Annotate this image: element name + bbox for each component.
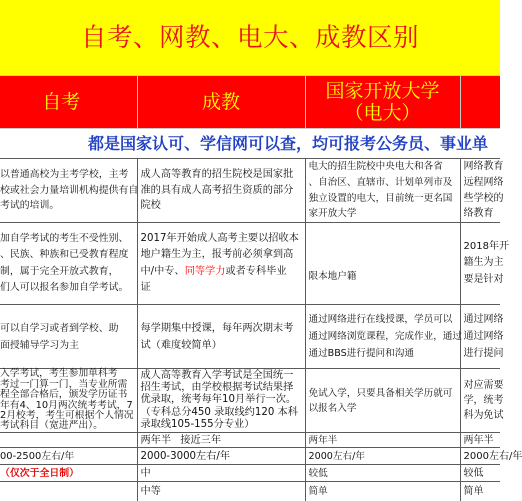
cell-text-line: 入学考试，考生参加单科考 — [0, 368, 118, 380]
table-cell — [460, 159, 504, 223]
cell-text-line: 络教育 — [463, 208, 494, 220]
cell-text-line: 籍生为主 — [463, 257, 504, 269]
cell-text-line: 2000左右/年 — [308, 450, 365, 462]
cell-text-line: 两年半 接近三年 — [140, 434, 222, 446]
text-segment: 或者专科毕业 — [225, 265, 287, 277]
cell-text-line: 考试的培训。 — [0, 200, 60, 212]
cell-text-line: 2017年开始成人高考主要以招收本 — [140, 232, 299, 244]
cell-text-line: 制，属于完全开放式教育， — [0, 265, 119, 277]
table-body — [0, 76, 522, 501]
text-segment: 中/中专、 — [140, 265, 185, 277]
cell-text-line: 较低 — [463, 467, 484, 479]
cell-text-line: 证 — [140, 281, 151, 293]
cell-text-line: 年有4、10月两次统考考试，7 — [0, 399, 133, 411]
cell-text-line: 对应需要 — [463, 380, 504, 391]
cell-text-line: 简单 — [308, 485, 328, 497]
table-cell — [305, 482, 460, 501]
cell-text-line: 较低 — [308, 467, 328, 479]
cell-text-line: 两年半 — [308, 434, 338, 446]
cell-text-line: 试（难度较简单） — [140, 339, 222, 351]
cell-text-line: 院校 — [140, 200, 161, 212]
table-row — [0, 223, 500, 305]
cell-text-line: 00-2500左右/年 — [0, 450, 75, 462]
header-self-study — [0, 76, 137, 129]
table-row — [0, 305, 500, 369]
cell-text-line: 远程网络 — [463, 176, 504, 188]
table-cell — [0, 159, 137, 223]
table-row — [0, 465, 500, 482]
cell-text-line: 成人高等教育的招生院校是国家批 — [140, 169, 294, 181]
table-cell — [305, 159, 460, 223]
table-cell — [137, 482, 305, 501]
cell-text-line: 通过网络进行在线授课，学员可以 — [308, 314, 453, 325]
cell-text-line: 考试科目（宽进严出）。 — [0, 420, 103, 432]
table-cell — [137, 369, 305, 433]
table-cell — [0, 448, 137, 465]
table-cell — [305, 465, 460, 482]
cell-text-line: 们人可以报名参加自学考试。 — [0, 281, 129, 293]
cell-text-line: 每学期集中授课，每年两次期末考 — [140, 322, 294, 334]
header-adult-education — [137, 76, 305, 129]
table-row — [0, 369, 500, 433]
table-cell — [460, 433, 500, 448]
table-cell — [137, 448, 305, 465]
title-banner — [0, 0, 500, 75]
table-cell — [137, 223, 305, 305]
table-cell — [137, 159, 305, 223]
cell-text-line: 2018年开 — [463, 240, 509, 252]
header-self-study-label: 自考 — [42, 91, 81, 113]
header-open-university-label: 国家开放大学 — [325, 80, 440, 102]
cell-text-line: 、自治区、直辖市、计划单列市及 — [308, 176, 453, 188]
table-cell — [0, 465, 137, 482]
cell-text-line: 通过网络浏览课程，完成作业，通过 — [308, 331, 462, 342]
cell-text-line: 通过网络 — [463, 314, 504, 325]
cell-text-line: 可以自学习或者到学校、助 — [0, 322, 119, 334]
cell-text-line: 进行提问 — [463, 348, 504, 359]
table-row — [0, 159, 500, 223]
cell-text-line: 面授辅导学习为主 — [0, 339, 80, 351]
cell-text-line: 中 — [140, 467, 151, 479]
cell-text-line: 优录取，统考每年10月举行一次。 — [140, 394, 297, 406]
cell-text-line: 以普通高校为主考学校，主考 — [0, 169, 129, 181]
table-cell — [137, 305, 305, 369]
cell-text-line: （专科总分450 录取线约120 本科 — [140, 406, 298, 418]
header-open-university — [305, 76, 460, 129]
page-title: 自考、网教、电大、成教区别 — [80, 22, 419, 53]
cell-text-line: 地户籍生为主，报考前必须拿到高 — [140, 249, 294, 261]
table-cell — [460, 305, 504, 369]
table-row — [0, 448, 500, 465]
cell-text-line: 中等 — [140, 485, 161, 497]
cell-text-line: 要是针对 — [463, 273, 504, 285]
cell-text-line: 、民族、种族和已受教育程度 — [0, 249, 129, 261]
table-cell — [305, 223, 460, 305]
cell-text-line: 以报名入学 — [308, 402, 357, 414]
table-cell — [460, 465, 500, 482]
header-adult-education-label: 成教 — [201, 91, 240, 113]
cell-text-line: 限本地户籍 — [308, 271, 357, 283]
cell-text-line: 2月校考，考生可根据个人情况 — [0, 409, 134, 421]
table-cell — [460, 223, 509, 305]
table-cell — [0, 223, 137, 305]
note-row — [0, 129, 500, 159]
cell-text-line: 考过一门算一门，当专业所需 — [0, 378, 128, 390]
cell-text-line: 简单 — [463, 485, 484, 497]
cell-text-line: 加自学考试的考生不受性别、 — [0, 232, 129, 244]
cell-text-line: 学，统考 — [463, 395, 504, 406]
highlight-text: 同等学力 — [184, 265, 226, 277]
header-open-university-sublabel: （电大） — [344, 102, 421, 124]
cell-text-line: 家开放大学 — [308, 208, 357, 220]
cell-text-line: 招生考试，由学校根据考试结果择 — [140, 382, 294, 394]
cell-text-line: 电大的招生院校中央电大和各省 — [308, 161, 443, 173]
table-cell — [0, 482, 137, 501]
cell-text-line: 准的具有成人高考招生资质的部分 — [140, 184, 294, 196]
header-row — [0, 76, 500, 129]
table-cell — [137, 433, 305, 448]
cell-text-line — [0, 467, 137, 480]
comparison-table — [0, 75, 522, 501]
cell-text-line: 网络教育 — [463, 161, 504, 173]
cell-text-line: 2000-3000左右/年 — [140, 450, 231, 462]
cell-text-line: 通过网络 — [463, 331, 504, 342]
header-online-education — [460, 76, 500, 129]
table-cell — [305, 305, 460, 369]
cell-text-line: 通过BBS进行提问和沟通 — [308, 348, 414, 359]
table-cell — [305, 448, 460, 465]
cell-text-line: 些学校的 — [463, 192, 504, 204]
cell-text-line: 独立设置的电大，目前统一更名国 — [308, 192, 453, 204]
cell-text-line: 校或社会力量培训机构提供有自 — [0, 184, 139, 196]
highlight-text: （仅次于全日制） — [0, 467, 80, 479]
table-cell — [305, 433, 460, 448]
table-cell — [0, 433, 137, 448]
table-cell — [137, 465, 305, 482]
table-row — [0, 482, 500, 501]
cell-text-line: 2000左右/年 — [463, 450, 522, 462]
cell-text-line: 成人高等教育入学考试是全国统一 — [140, 369, 294, 381]
recognition-note: 都是国家认可、学信网可以查，均可报考公务员、事业单 — [0, 129, 500, 159]
cell-text-line: 录取线105-155分专业） — [140, 418, 255, 430]
cell-text-line — [141, 264, 305, 280]
cell-text-line: 程全部合格后，颁发学历证书 — [0, 389, 128, 401]
cell-text-line: 科为免试 — [463, 410, 504, 421]
table-cell — [305, 369, 460, 433]
table-cell — [0, 369, 137, 433]
cell-text-line: 两年半 — [463, 434, 494, 446]
table-cell — [460, 482, 500, 501]
table-row — [0, 433, 500, 448]
table-cell — [460, 369, 504, 433]
table-cell — [460, 448, 522, 465]
cell-text-line: 免试入学，只要具备相关学历就可 — [308, 387, 453, 399]
table-cell — [0, 305, 137, 369]
